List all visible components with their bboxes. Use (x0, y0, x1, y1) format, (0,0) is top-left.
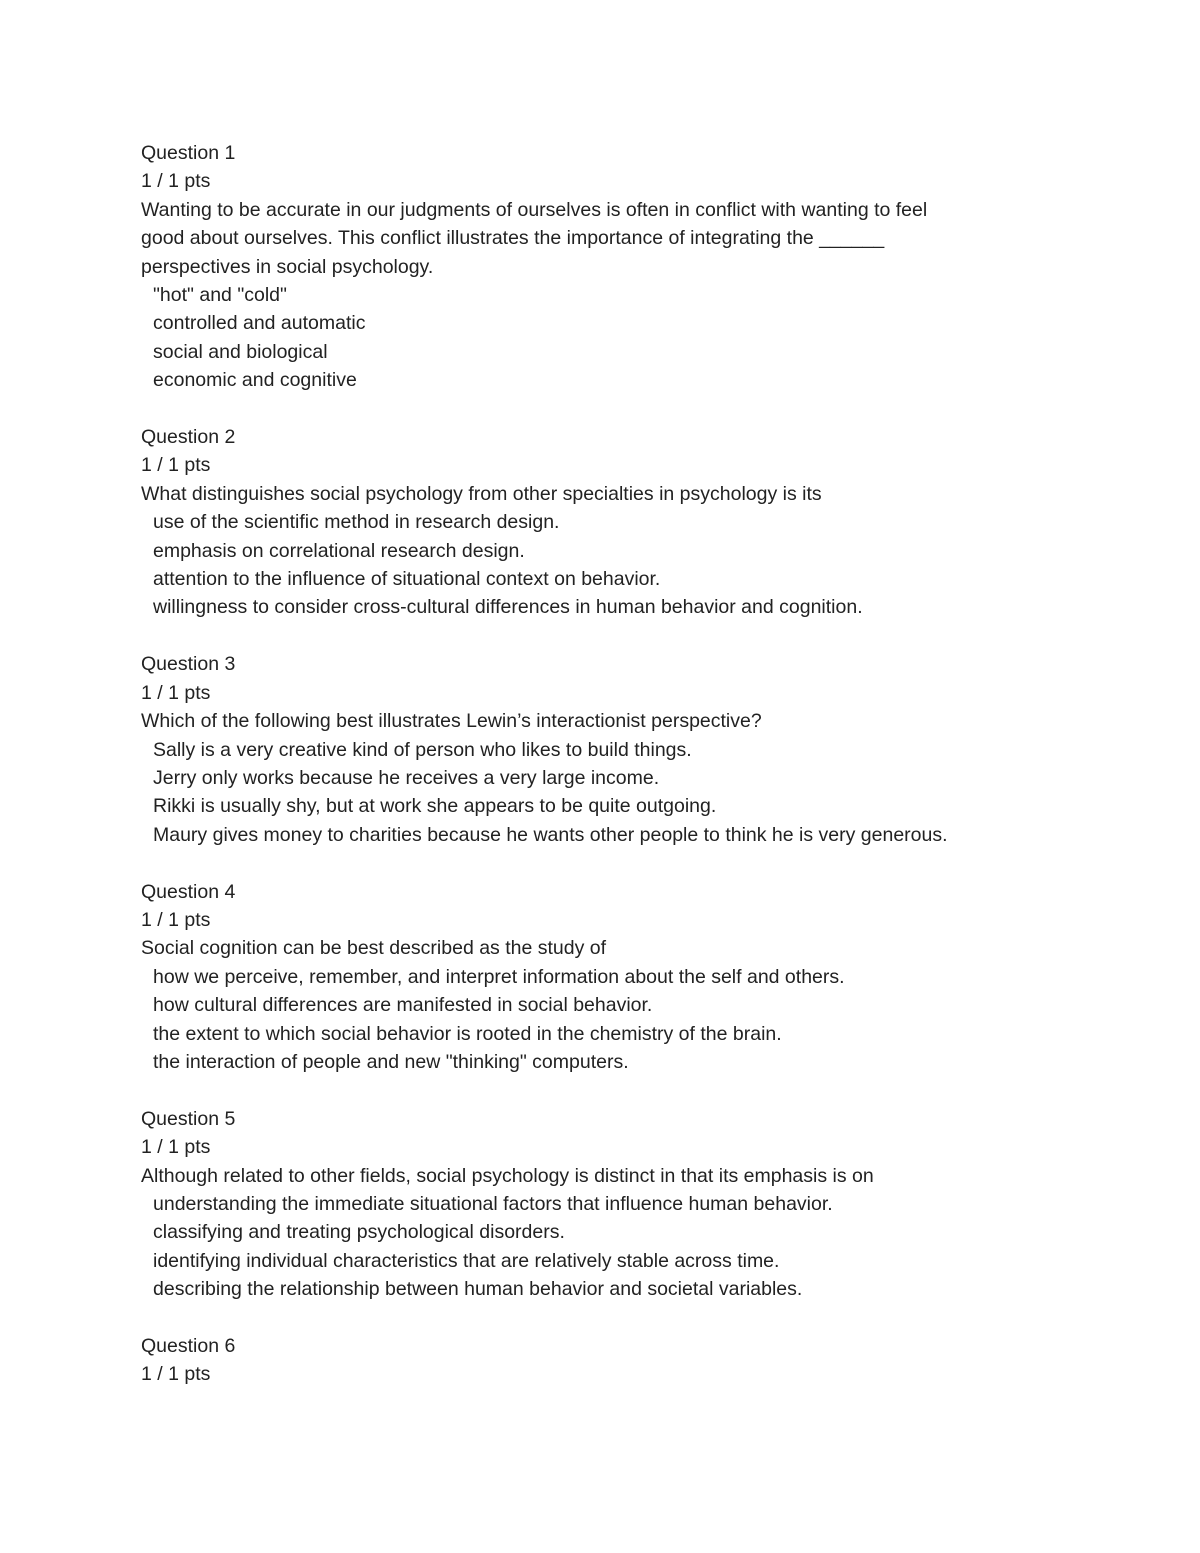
answer-option: the interaction of people and new "thinking" computers. (153, 1050, 629, 1073)
answer-option: Maury gives money to charities because he wants other people to think he is very generous. (153, 823, 948, 846)
answer-option: use of the scientific method in research design. (153, 511, 560, 534)
answer-option: controlled and automatic (153, 312, 366, 335)
document-page (141, 139, 1141, 1417)
question-block (141, 1105, 1141, 1304)
question-prompt-line: good about ourselves. This conflict illustrates the importance of integrating the ______ (141, 227, 885, 250)
question-points: 1 / 1 pts (141, 170, 211, 193)
answer-option: classifying and treating psychological disorders. (153, 1221, 565, 1244)
answer-option: how cultural differences are manifested in social behavior. (153, 994, 653, 1017)
answer-option: understanding the immediate situational factors that influence human behavior. (153, 1192, 833, 1215)
question-title: Question 2 (141, 426, 236, 449)
answer-option: economic and cognitive (153, 369, 357, 392)
question-prompt-line: Social cognition can be best described as the study of (141, 937, 607, 960)
question-title: Question 3 (141, 653, 236, 676)
answer-options (141, 963, 1141, 1077)
question-title: Question 4 (141, 880, 236, 903)
question-points: 1 / 1 pts (141, 1363, 211, 1386)
question-points: 1 / 1 pts (141, 681, 211, 704)
answer-option: how we perceive, remember, and interpret information about the self and others. (153, 965, 845, 988)
question-block (141, 423, 1141, 622)
answer-option: emphasis on correlational research design. (153, 539, 525, 562)
question-block (141, 1332, 1141, 1389)
answer-option: describing the relationship between human behavior and societal variables. (153, 1278, 803, 1301)
question-prompt-line: Although related to other fields, social psychology is distinct in that its emphasis is on (141, 1164, 874, 1187)
answer-option: Jerry only works because he receives a very large income. (153, 766, 660, 789)
answer-options (141, 1190, 1141, 1304)
answer-option: attention to the influence of situational context on behavior. (153, 568, 661, 591)
question-title: Question 5 (141, 1107, 236, 1130)
question-block (141, 650, 1141, 849)
question-prompt-line: Wanting to be accurate in our judgments of ourselves is often in conflict with wanting to feel (141, 198, 928, 221)
answer-options (141, 281, 1141, 395)
answer-option: the extent to which social behavior is rooted in the chemistry of the brain. (153, 1022, 782, 1045)
answer-option: identifying individual characteristics that are relatively stable across time. (153, 1249, 780, 1272)
question-prompt-line: What distinguishes social psychology from other specialties in psychology is its (141, 482, 822, 505)
answer-option: Sally is a very creative kind of person who likes to build things. (153, 738, 692, 761)
answer-option: Rikki is usually shy, but at work she appears to be quite outgoing. (153, 795, 717, 818)
answer-option: willingness to consider cross-cultural differences in human behavior and cognition. (153, 596, 863, 619)
answer-option: social and biological (153, 340, 328, 363)
question-block (141, 139, 1141, 395)
answer-options (141, 508, 1141, 622)
question-points: 1 / 1 pts (141, 454, 211, 477)
answer-options (141, 736, 1141, 850)
question-title: Question 6 (141, 1334, 236, 1357)
question-prompt-line: perspectives in social psychology. (141, 255, 434, 278)
question-points: 1 / 1 pts (141, 1136, 211, 1159)
question-prompt-line: Which of the following best illustrates Lewin’s interactionist perspective? (141, 710, 762, 733)
question-points: 1 / 1 pts (141, 908, 211, 931)
question-title: Question 1 (141, 142, 236, 164)
question-block (141, 878, 1141, 1077)
answer-option: "hot" and "cold" (153, 284, 287, 307)
